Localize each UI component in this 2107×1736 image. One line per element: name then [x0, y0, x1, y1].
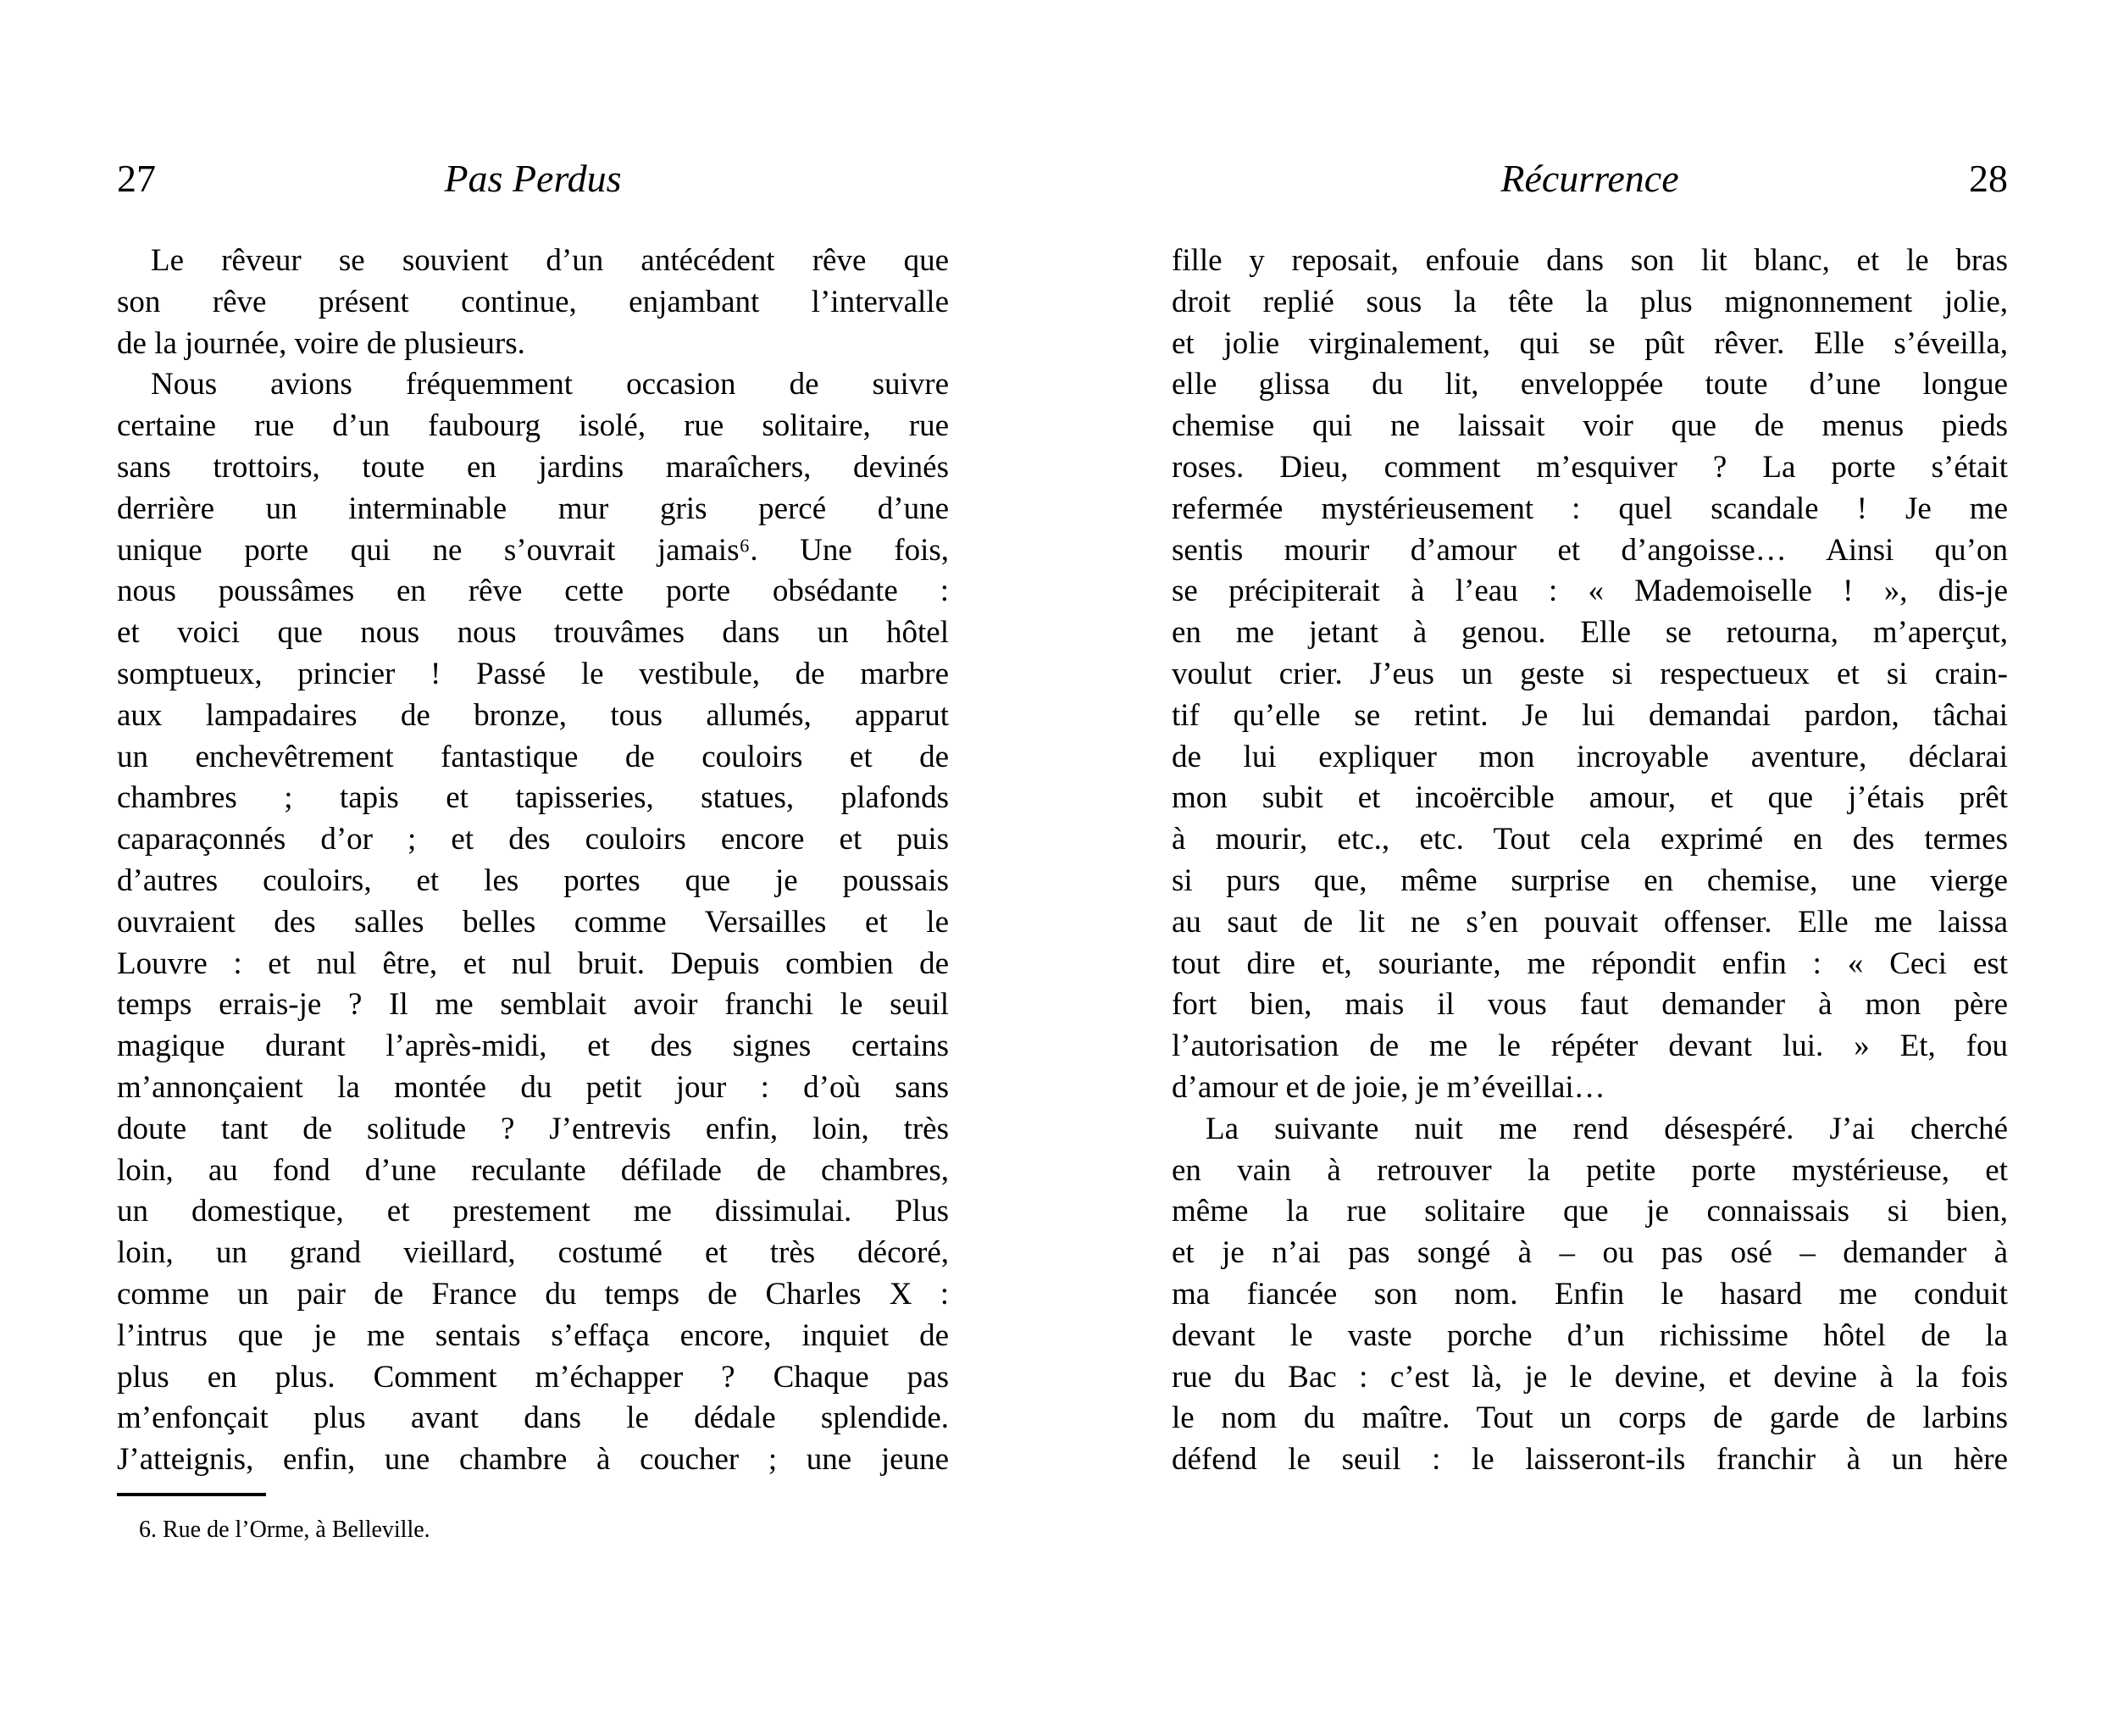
text-line: sentis mourir d’amour et d’angoisse… Ainsi qu’on [1172, 532, 2008, 568]
left-page-header [117, 158, 949, 205]
text-line: roses. Dieu, comment m’esquiver ? La porte s’était [1172, 449, 2008, 485]
text-line: caparaçonnés d’or ; et des couloirs encore et puis [117, 822, 949, 857]
text-line: refermée mystérieusement : quel scandale ! Je me [1172, 491, 2008, 526]
text-line: un domestique, et prestement me dissimulai. Plus [117, 1194, 949, 1229]
text-line: défend le seuil : le laisseront-ils franchir à un hère [1172, 1442, 2008, 1478]
text-line: Nous avions fréquemment occasion de suivre [151, 367, 949, 402]
left-running-title: Pas Perdus [444, 157, 622, 200]
text-line: mon subit et incoërcible amour, et que j’étais prêt [1172, 780, 2008, 816]
text-line: somptueux, princier ! Passé le vestibule, de marbre [117, 656, 949, 691]
text-line: plus en plus. Comment m’échapper ? Chaque pas [117, 1359, 949, 1395]
text-line: comme un pair de France du temps de Charles X : [117, 1276, 949, 1312]
text-line: rue du Bac : c’est là, je le devine, et devine à la fois [1172, 1359, 2008, 1395]
text-line: droit replié sous la tête la plus mignonnement jolie, [1172, 284, 2008, 319]
text-line: si purs que, même surprise en chemise, une vierge [1172, 862, 2008, 898]
text-line: unique porte qui ne s’ouvrait jamais⁶. Une fois, [117, 532, 949, 568]
text-line: m’annonçaient la montée du petit jour : d’où sans [117, 1069, 949, 1105]
text-line: en vain à retrouver la petite porte mystérieuse, et [1172, 1152, 2008, 1188]
text-line: le nom du maître. Tout un corps de garde de larbins [1172, 1400, 2008, 1436]
text-line: l’autorisation de me le répéter devant lui. » Et, fou [1172, 1029, 2008, 1064]
text-line: doute tant de solitude ? J’entrevis enfin, loin, très [117, 1111, 949, 1146]
text-line: m’enfonçait plus avant dans le dédale splendide. [117, 1400, 949, 1436]
text-line: elle glissa du lit, enveloppée toute d’une longue [1172, 367, 2008, 402]
text-line: fort bien, mais il vous faut demander à mon père [1172, 987, 2008, 1023]
text-line: un enchevêtrement fantastique de couloirs et de [117, 739, 949, 774]
text-line: derrière un interminable mur gris percé d’une [117, 491, 949, 526]
text-line: et jolie virginalement, qui se pût rêver. Elle s’éveilla, [1172, 325, 2008, 361]
text-line: voulut crier. J’eus un geste si respectueux et si crain- [1172, 656, 2008, 691]
text-line: en me jetant à genou. Elle se retourna, m’aperçut, [1172, 615, 2008, 651]
text-line: et voici que nous nous trouvâmes dans un hôtel [117, 615, 949, 651]
right-page-header [1172, 158, 2008, 205]
text-line: son rêve présent continue, enjambant l’intervalle [117, 284, 949, 319]
text-line: temps errais-je ? Il me semblait avoir franchi le seuil [117, 987, 949, 1023]
right-running-title: Récurrence [1500, 157, 1679, 200]
text-line: certaine rue d’un faubourg isolé, rue solitaire, rue [117, 408, 949, 444]
text-line: d’amour et de joie, je m’éveillai… [1172, 1069, 1605, 1105]
text-line: tif qu’elle se retint. Je lui demandai pardon, tâchai [1172, 697, 2008, 733]
text-line: Le rêveur se souvient d’un antécédent rêve que [151, 243, 949, 278]
right-page-number: 28 [1969, 157, 2008, 200]
right-page [1172, 0, 2008, 1736]
left-body-text [117, 241, 949, 1481]
text-line: chemise qui ne laissait voir que de menus pieds [1172, 408, 2008, 444]
text-line: ma fiancée son nom. Enfin le hasard me conduit [1172, 1276, 2008, 1312]
text-line: fille y reposait, enfouie dans son lit blanc, et le bras [1172, 243, 2008, 278]
text-line: sans trottoirs, toute en jardins maraîchers, devinés [117, 449, 949, 485]
text-line: d’autres couloirs, et les portes que je poussais [117, 862, 949, 898]
text-line: et je n’ai pas songé à – ou pas osé – demander à [1172, 1235, 2008, 1271]
text-line: tout dire et, souriante, me répondit enfin : « Ceci est [1172, 946, 2008, 981]
text-line: de la journée, voire de plusieurs. [117, 325, 525, 361]
text-line: loin, un grand vieillard, costumé et très décoré, [117, 1235, 949, 1271]
text-line: aux lampadaires de bronze, tous allumés, apparut [117, 697, 949, 733]
text-line: J’atteignis, enfin, une chambre à coucher ; une jeune [117, 1442, 949, 1478]
left-page-number: 27 [117, 157, 156, 200]
text-line: chambres ; tapis et tapisseries, statues, plafonds [117, 780, 949, 816]
text-line: La suivante nuit me rend désespéré. J’ai cherché [1206, 1111, 2008, 1146]
footnote-rule [117, 1493, 266, 1496]
text-line: nous poussâmes en rêve cette porte obsédante : [117, 574, 949, 609]
text-line: de lui expliquer mon incroyable aventure, déclarai [1172, 739, 2008, 774]
text-line: Louvre : et nul être, et nul bruit. Depuis combien de [117, 946, 949, 981]
left-page [117, 0, 949, 1736]
text-line: devant le vaste porche d’un richissime hôtel de la [1172, 1317, 2008, 1353]
text-line: à mourir, etc., etc. Tout cela exprimé en des termes [1172, 822, 2008, 857]
text-line: se précipiterait à l’eau : « Mademoiselle ! », dis-je [1172, 574, 2008, 609]
right-body-text [1172, 241, 2008, 1481]
text-line: loin, au fond d’une reculante défilade de chambres, [117, 1152, 949, 1188]
text-line: ouvraient des salles belles comme Versailles et le [117, 904, 949, 940]
footnote-text: 6. Rue de l’Orme, à Belleville. [139, 1517, 430, 1543]
text-line: même la rue solitaire que je connaissais si bien, [1172, 1194, 2008, 1229]
text-line: au saut de lit ne s’en pouvait offenser. Elle me laissa [1172, 904, 2008, 940]
text-line: magique durant l’après-midi, et des signes certains [117, 1029, 949, 1064]
text-line: l’intrus que je me sentais s’effaça encore, inquiet de [117, 1317, 949, 1353]
